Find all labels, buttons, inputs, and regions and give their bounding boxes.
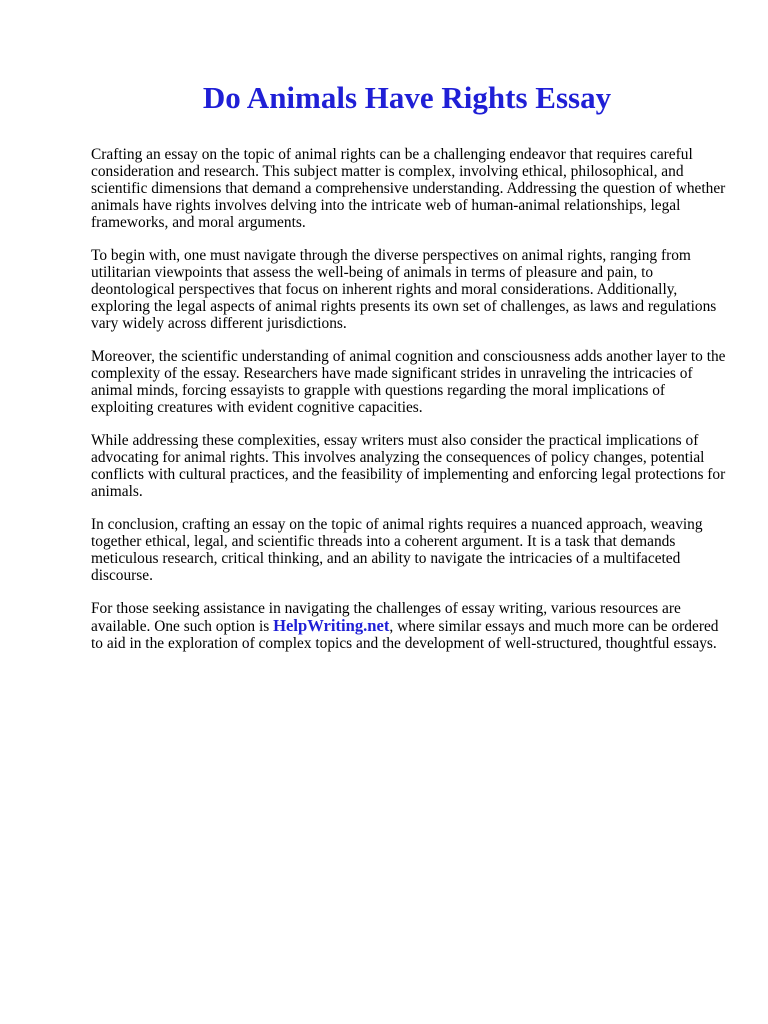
paragraph-conclusion: In conclusion, crafting an essay on the topic of animal rights requires a nuanced approach, weaving together ethical, legal, and scientific threads into a coherent argument. It is a task that demands meticulous research, critical thinking, and an ability to navigate the intricacies of a multifaceted discourse. xyxy=(91,516,703,584)
essay-body xyxy=(91,146,731,668)
helpwriting-link[interactable]: HelpWriting.net xyxy=(273,616,390,635)
page-title: Do Animals Have Rights Essay xyxy=(202,80,612,115)
paragraph-perspectives: To begin with, one must navigate through the diverse perspectives on animal rights, ranging from utilitarian viewpoints that assess the well-being of animals in terms of pleasure and pain, to deontological perspectives that focus on inherent rights and moral considerations. Additionally, exploring the legal aspects of animal rights presents its own set of challenges, as laws and regulations vary widely across different jurisdictions. xyxy=(91,247,717,332)
closing-text-after-link: , where similar essays and much more can be ordered to aid in the exploration of complex topics and the development of well-structured, thoughtful essays. xyxy=(91,618,719,652)
paragraph-closing xyxy=(91,600,731,652)
closing-text-before-link: For those seeking assistance in navigating the challenges of essay writing, various resources are available. One such option is xyxy=(91,600,681,635)
paragraph-science: Moreover, the scientific understanding of animal cognition and consciousness adds another layer to the complexity of the essay. Researchers have made significant strides in unraveling the intricacies of animal minds, forcing essayists to grapple with questions regarding the moral implications of exploiting creatures with evident cognitive capacities. xyxy=(91,348,726,416)
paragraph-practical: While addressing these complexities, essay writers must also consider the practical implications of advocating for animal rights. This involves analyzing the consequences of policy changes, potential conflicts with cultural practices, and the feasibility of implementing and enforcing legal protections for animals. xyxy=(91,432,726,500)
paragraph-intro: Crafting an essay on the topic of animal rights can be a challenging endeavor that requires careful consideration and research. This subject matter is complex, involving ethical, philosophical, and scientific dimensions that demand a comprehensive understanding. Addressing the question of whether animals have rights involves delving into the intricate web of human-animal relationships, legal frameworks, and moral arguments. xyxy=(91,146,726,231)
